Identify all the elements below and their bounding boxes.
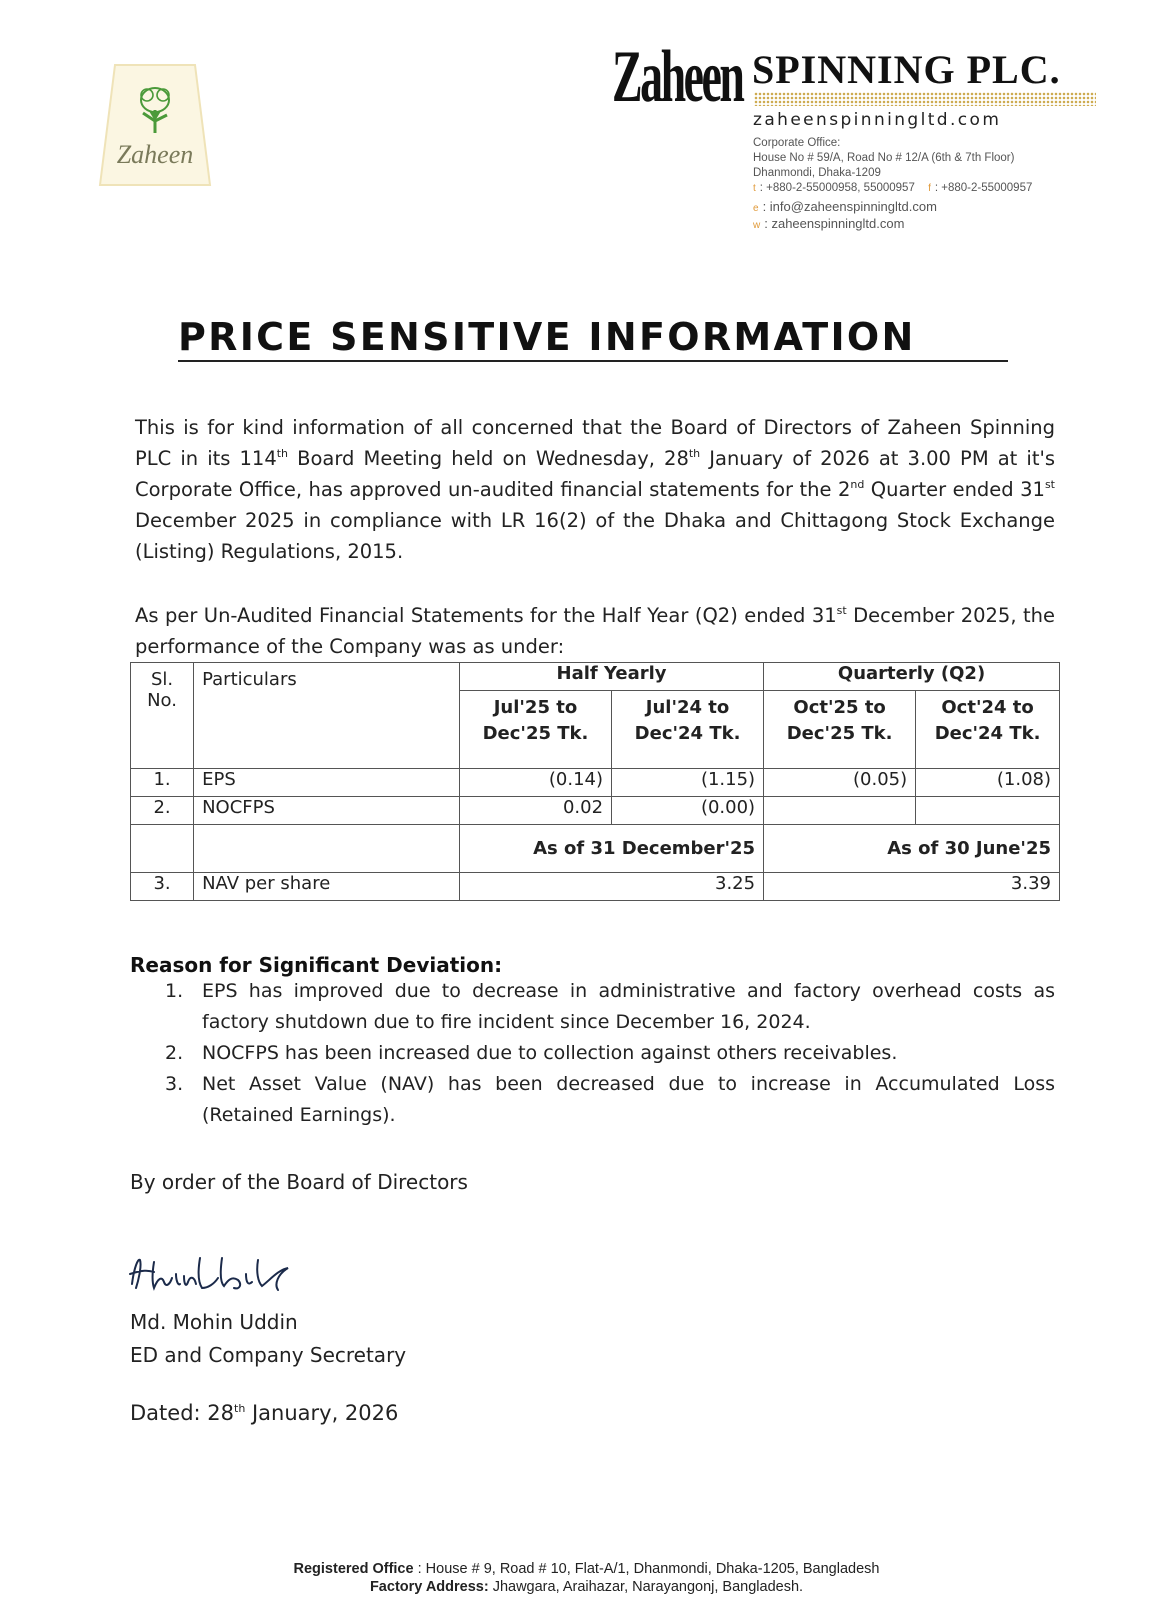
row-value — [764, 797, 916, 825]
row-value: (0.00) — [612, 797, 764, 825]
brand-name-left: Zaheen — [612, 36, 743, 118]
row-no: 2. — [131, 797, 194, 825]
table-row — [131, 873, 1060, 901]
web-address: : zaheenspinningltd.com — [764, 216, 905, 231]
row-value: 0.02 — [459, 797, 611, 825]
table-row — [131, 769, 1060, 797]
footer-factory-address: Factory Address: Jhawgara, Araihazar, Narayangonj, Bangladesh. — [369, 1579, 804, 1595]
header-quarterly: Quarterly (Q2) — [764, 663, 1060, 691]
list-item: 2. NOCFPS has been increased due to collection against others receivables. — [165, 1042, 898, 1064]
row-no: 1. — [131, 769, 194, 797]
web-label: w — [753, 220, 761, 231]
header-particulars: Particulars — [194, 663, 460, 769]
office-label: Corporate Office: — [753, 137, 841, 149]
as-of-december: As of 31 December'25 — [459, 825, 763, 873]
intro-paragraph: This is for kind information of all concerned that the Board of Directors of Zaheen Spinning PLC in its 114th Board Meeting held on Wednesday, 28th January of 2026 at 3.00 PM at it's Corporate Office, has approved un-audited financial statements for the 2nd Quarter ended 31st December 2025 in compliance with LR 16(2) of the Dhaka and Chittagong Stock Exchange (Listing) Regulations, 2015. — [135, 416, 1055, 563]
signer-designation: ED and Company Secretary — [130, 1343, 407, 1367]
row-value: (1.08) — [916, 769, 1060, 797]
table-row — [131, 797, 1060, 825]
list-item: 3. Net Asset Value (NAV) has been decreased due to increase in Accumulated Loss (Retained Earnings). — [165, 1073, 1055, 1126]
signer-name: Md. Mohin Uddin — [130, 1310, 298, 1334]
subheader-jul25-dec25: Jul'25 to Dec'25 Tk. — [459, 691, 611, 769]
financial-table — [130, 662, 1060, 901]
table-row — [131, 825, 1060, 873]
subheader-oct25-dec25: Oct'25 to Dec'25 Tk. — [764, 691, 916, 769]
list-item: 1. EPS has improved due to decrease in administrative and factory overhead costs as factory shutdown due to fire incident since December 16, 2024. — [165, 980, 1055, 1033]
signature — [128, 1248, 328, 1298]
row-particular: NAV per share — [194, 873, 460, 901]
page-title: PRICE SENSITIVE INFORMATION — [178, 315, 916, 359]
office-address-line1: House No # 59/A, Road No # 12/A (6th & 7th Floor) — [753, 152, 1015, 164]
office-address-line2: Dhanmondi, Dhaka-1209 — [753, 167, 881, 179]
fax-number: : +880-2-55000957 — [934, 182, 1033, 194]
row-particular: NOCFPS — [194, 797, 460, 825]
fax-label: f — [928, 183, 931, 194]
brand-dot-band — [754, 92, 1096, 106]
subheader-oct24-dec24: Oct'24 to Dec'24 Tk. — [916, 691, 1060, 769]
phone-label: t — [753, 183, 756, 194]
email-label: e — [753, 203, 759, 214]
row-value: (0.14) — [459, 769, 611, 797]
footer-registered-office: Registered Office : House # 9, Road # 10, Flat-A/1, Dhanmondi, Dhaka-1205, Bangladesh — [293, 1561, 880, 1577]
row-value: 3.39 — [764, 873, 1060, 901]
row-no: 3. — [131, 873, 194, 901]
company-logo — [95, 55, 215, 195]
performance-paragraph: As per Un-Audited Financial Statements for the Half Year (Q2) ended 31st December 2025, the performance of the Company was as under: — [135, 604, 1055, 658]
reasons-heading: Reason for Significant Deviation: — [130, 953, 503, 977]
contact-web-row — [753, 217, 904, 231]
row-particular: EPS — [194, 769, 460, 797]
contact-phone-row — [753, 183, 1032, 195]
order-line: By order of the Board of Directors — [130, 1170, 468, 1194]
subheader-jul24-dec24: Jul'24 to Dec'24 Tk. — [612, 691, 764, 769]
contact-email-row — [753, 200, 937, 214]
brand-website: zaheenspinningltd.com — [753, 110, 1002, 130]
as-of-june: As of 30 June'25 — [764, 825, 1060, 873]
brand-name-right: SPINNING PLC. — [752, 47, 1061, 92]
row-value — [916, 797, 1060, 825]
email-address: : info@zaheenspinningltd.com — [762, 199, 937, 214]
phone-number: : +880-2-55000958, 55000957 — [759, 182, 915, 194]
header-half-yearly: Half Yearly — [459, 663, 763, 691]
header-sl-no: Sl. No. — [131, 663, 194, 769]
dated-line: Dated: 28th January, 2026 — [130, 1401, 399, 1425]
logo-text: Zaheen — [116, 140, 194, 169]
title-underline — [178, 360, 1008, 362]
row-value: 3.25 — [459, 873, 763, 901]
row-value: (1.15) — [612, 769, 764, 797]
row-value: (0.05) — [764, 769, 916, 797]
